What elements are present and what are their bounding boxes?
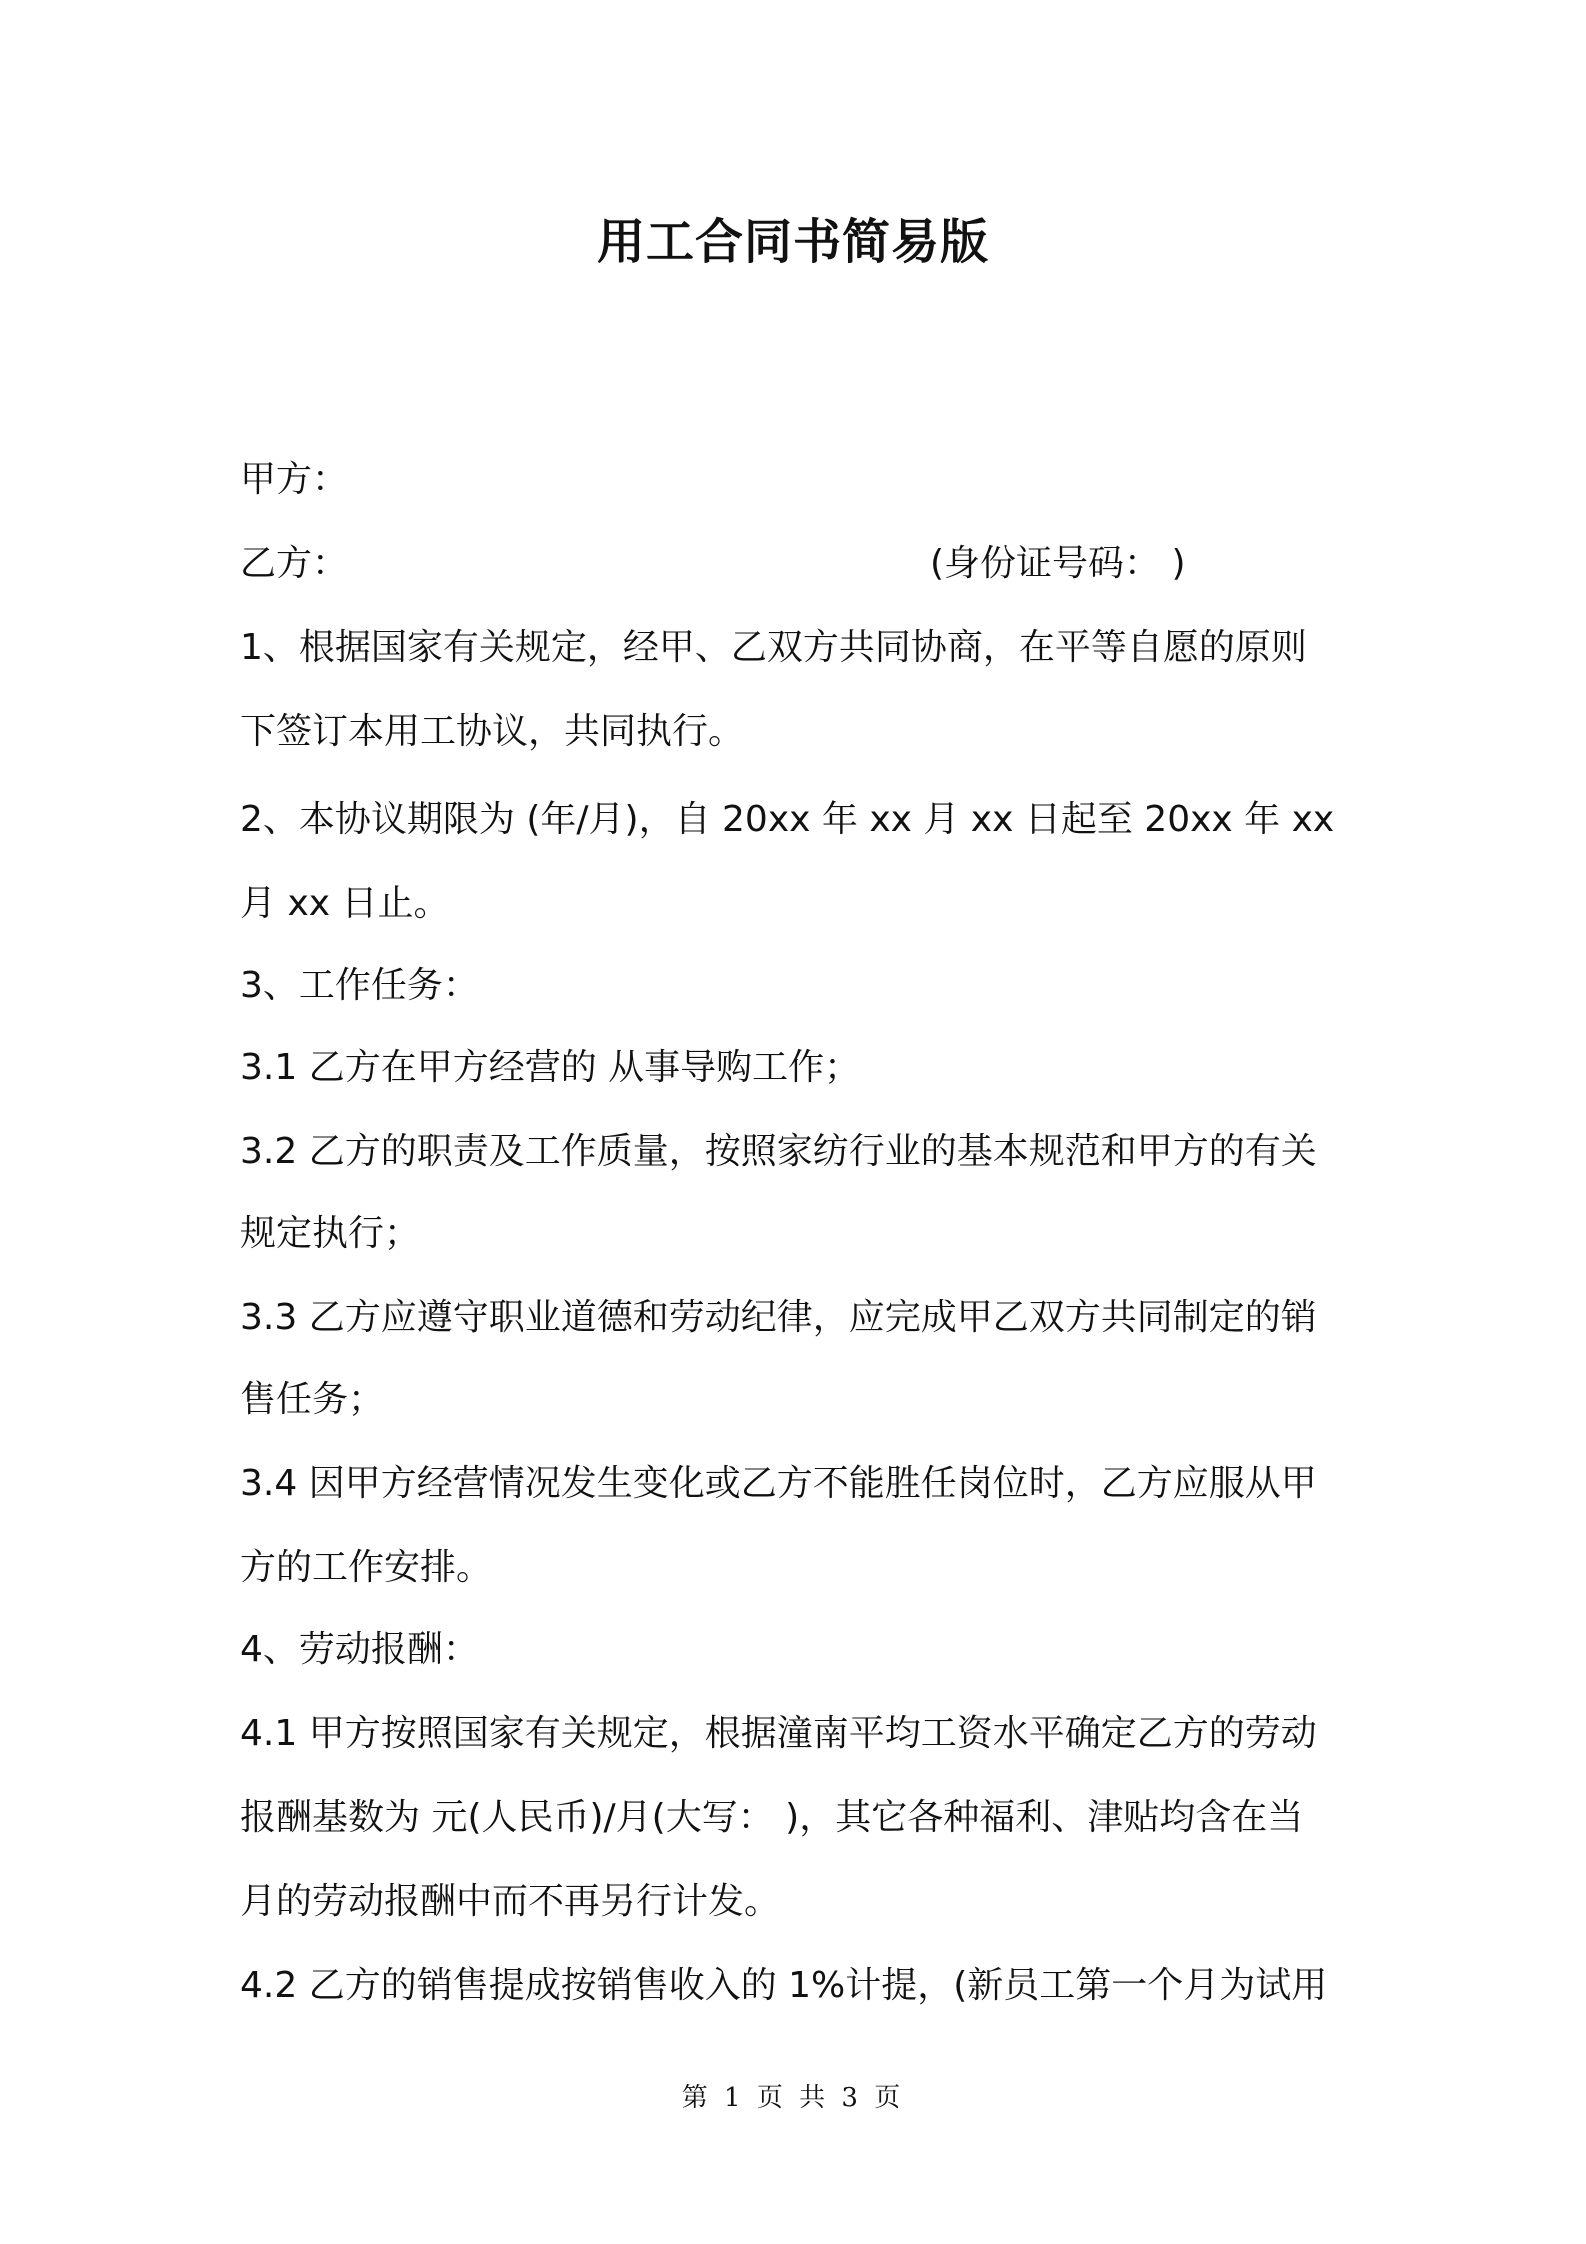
clause-heading: 4、劳动报酬： <box>240 1629 479 1670</box>
clause-line: 4.1 甲方按照国家有关规定，根据潼南平均工资水平确定乙方的劳动 <box>240 1713 1317 1754</box>
clause-line: 方的工作安排。 <box>240 1547 493 1588</box>
clause-line: 3.4 因甲方经营情况发生变化或乙方不能胜任岗位时，乙方应服从甲 <box>240 1463 1317 1504</box>
party-b-line <box>240 540 1350 588</box>
clause-line: 3.2 乙方的职责及工作质量，按照家纺行业的基本规范和甲方的有关 <box>240 1131 1317 1172</box>
party-b-label: 乙方： <box>240 543 349 584</box>
party-b-id-number: (身份证号码： ) <box>930 543 1186 584</box>
clause-heading: 3、工作任务： <box>240 965 479 1006</box>
clause-line: 报酬基数为 元(人民币)/月(大写： )，其它各种福利、津贴均含在当 <box>240 1797 1304 1838</box>
party-a-label: 甲方： <box>240 459 349 500</box>
clause-line: 月 xx 日止。 <box>240 883 450 924</box>
clause-line: 2、本协议期限为 (年/月)，自 20xx 年 xx 月 xx 日起至 20xx 年 xx <box>240 799 1335 840</box>
clause-line: 4.2 乙方的销售提成按销售收入的 1%计提，(新员工第一个月为试用 <box>240 1965 1328 2006</box>
clause-line: 3.3 乙方应遵守职业道德和劳动纪律，应完成甲乙双方共同制定的销 <box>240 1297 1317 1338</box>
page-number-footer: 第 1 页 共 3 页 <box>681 2083 905 2113</box>
document-title: 用工合同书简易版 <box>596 214 989 270</box>
party-a-line <box>240 456 348 504</box>
clause-line: 下签订本用工协议，共同执行。 <box>240 711 745 752</box>
clause-line: 售任务； <box>240 1379 385 1420</box>
clause-line: 1、根据国家有关规定，经甲、乙双方共同协商，在平等自愿的原则 <box>240 627 1307 668</box>
clause-line: 3.1 乙方在甲方经营的 从事导购工作； <box>240 1047 861 1088</box>
clause-line: 规定执行； <box>240 1213 421 1254</box>
clause-line: 月的劳动报酬中而不再另行计发。 <box>240 1881 781 1922</box>
